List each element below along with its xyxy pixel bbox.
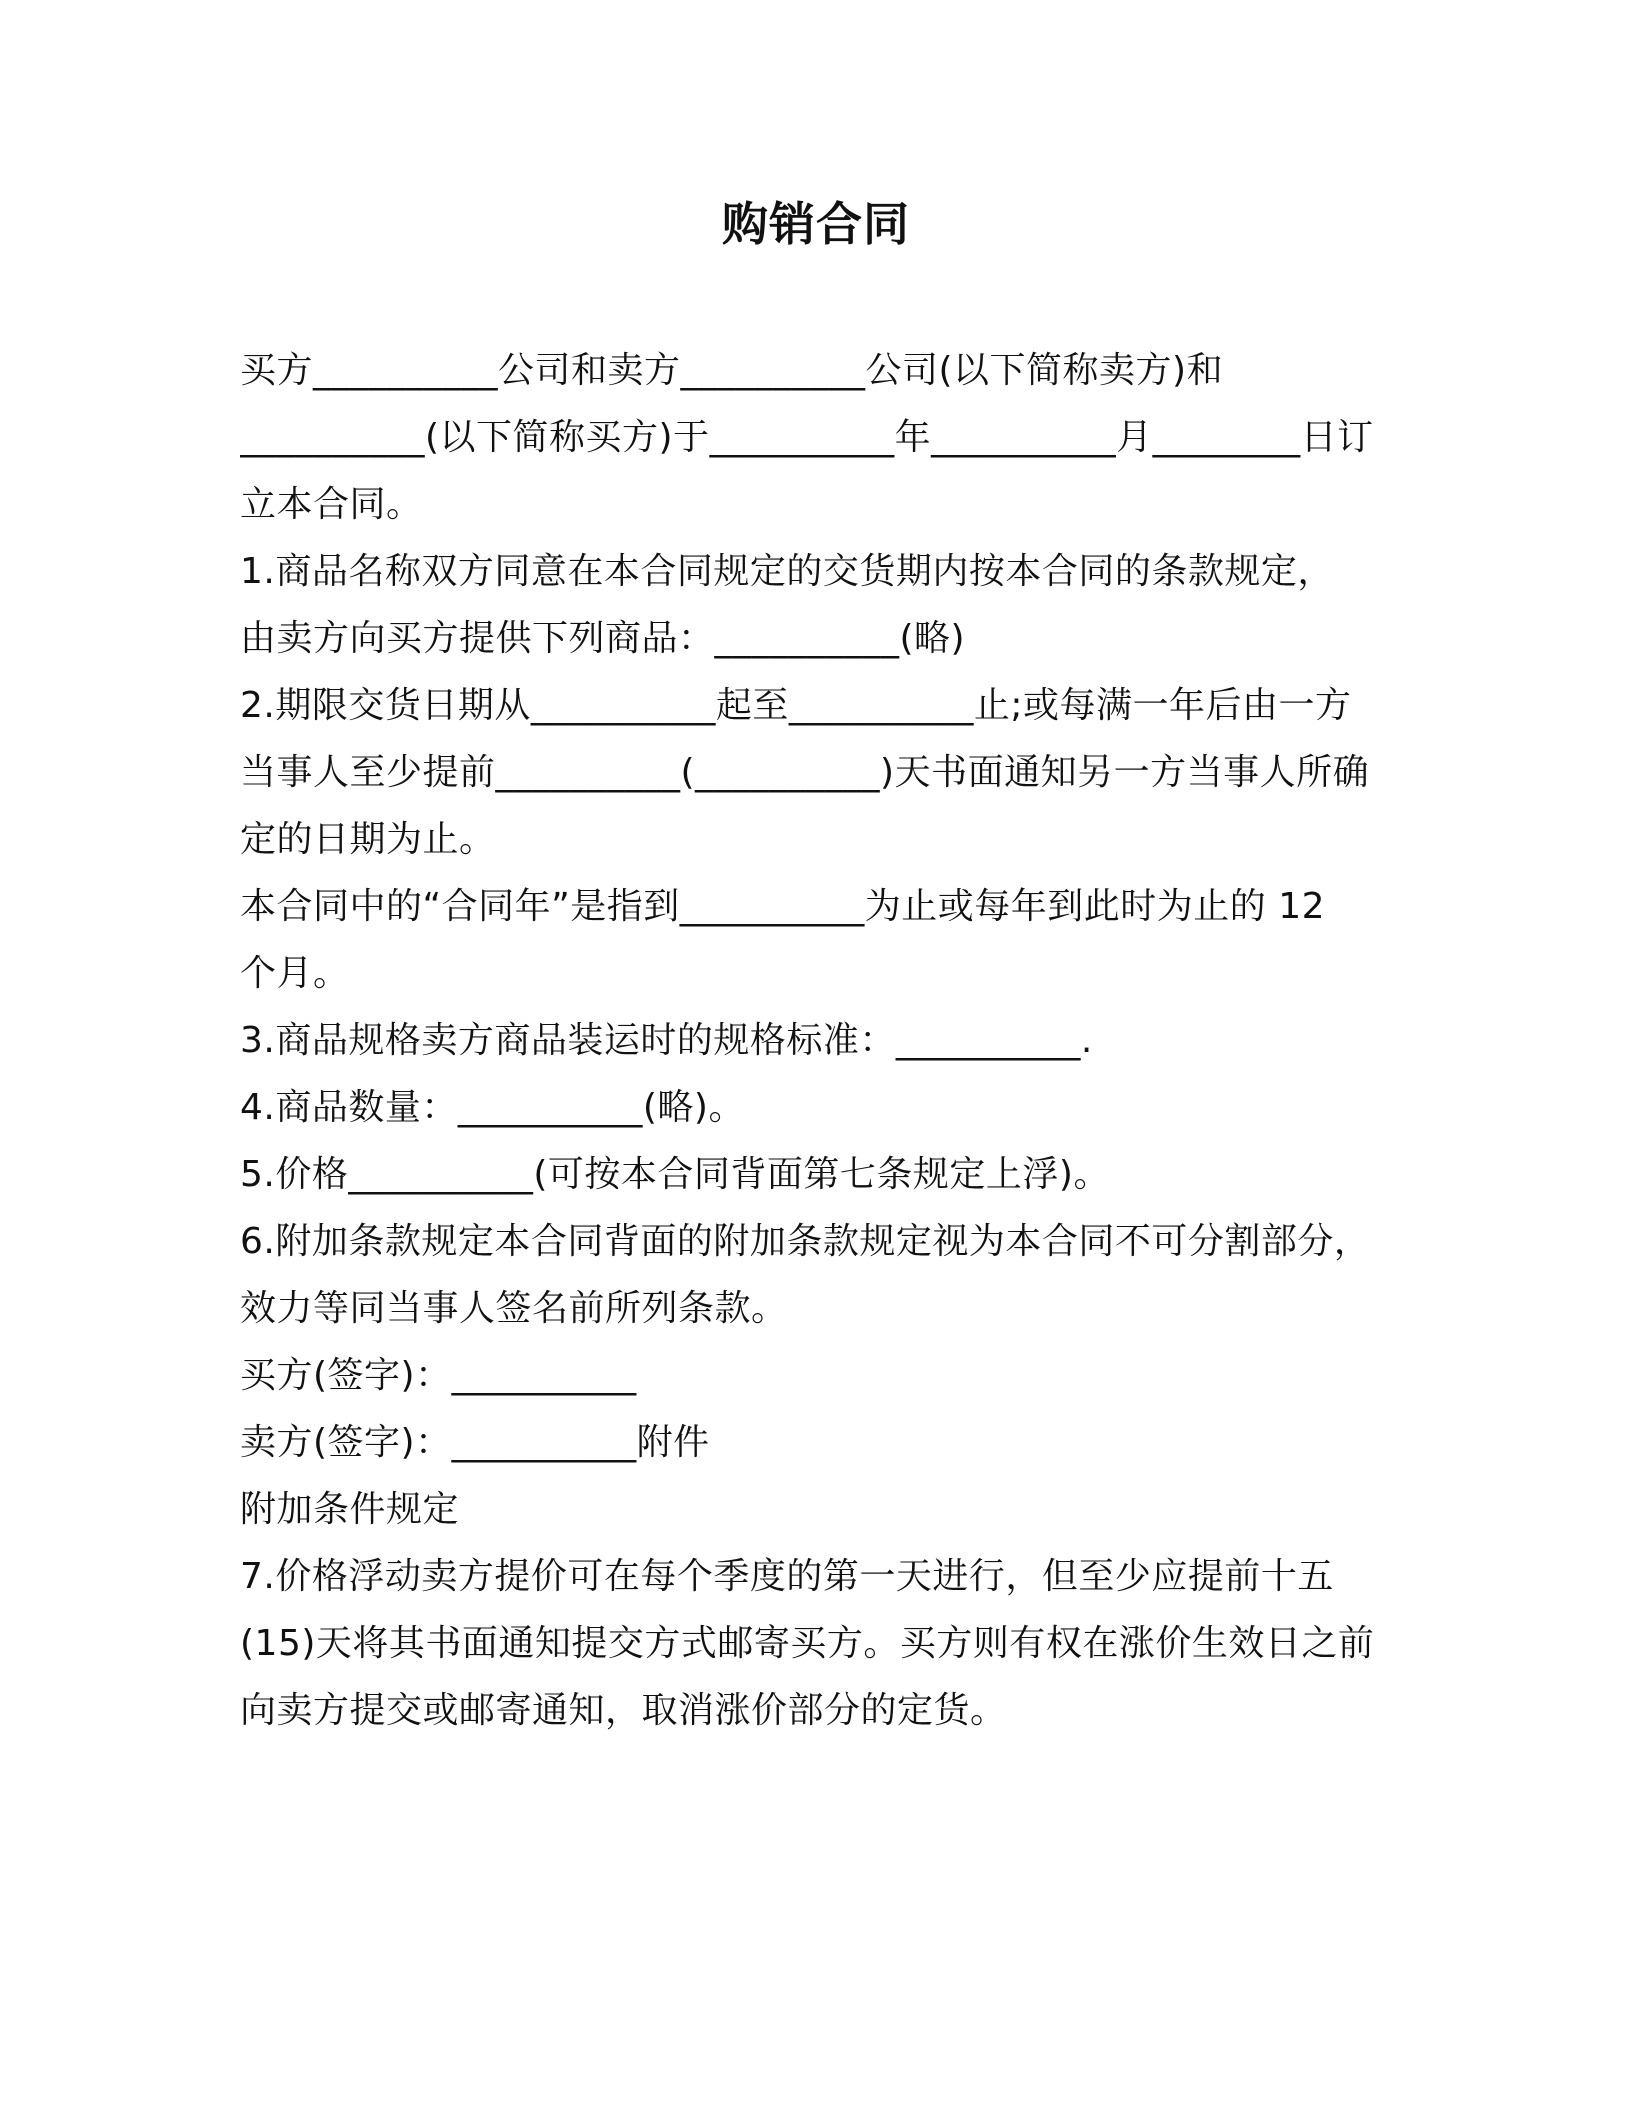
text-line: 定的日期为止。 xyxy=(240,819,496,860)
text-line: 卖方(签字)：__________附件 xyxy=(240,1422,710,1463)
text-line: __________(以下简称买方)于__________年__________月________日订 xyxy=(240,417,1374,458)
text-line: 1.商品名称双方同意在本合同规定的交货期内按本合同的条款规定， xyxy=(240,551,1334,592)
text-line: 买方__________公司和卖方__________公司(以下简称卖方)和 xyxy=(240,350,1224,391)
text-line: 立本合同。 xyxy=(240,484,423,525)
text-line: 2.期限交货日期从__________起至__________止;或每满一年后由一方 xyxy=(240,685,1352,726)
text-line: 当事人至少提前__________(__________)天书面通知另一方当事人所确 xyxy=(240,752,1370,793)
text-line: 效力等同当事人签名前所列条款。 xyxy=(240,1288,788,1329)
text-line: 7.价格浮动卖方提价可在每个季度的第一天进行，但至少应提前十五 xyxy=(240,1556,1334,1597)
text-line: 4.商品数量：__________(略)。 xyxy=(240,1087,745,1128)
text-line: 向卖方提交或邮寄通知，取消涨价部分的定货。 xyxy=(240,1690,1007,1731)
text-line: 附加条件规定 xyxy=(240,1489,460,1530)
text-line: (15)天将其书面通知提交方式邮寄买方。买方则有权在涨价生效日之前 xyxy=(240,1623,1375,1664)
text-line: 买方(签字)：__________ xyxy=(240,1355,637,1396)
document-title: 购销合同 xyxy=(722,197,910,251)
text-line: 5.价格__________(可按本合同背面第七条规定上浮)。 xyxy=(240,1154,1110,1195)
text-line: 本合同中的“合同年”是指到__________为止或每年到此时为止的 12 xyxy=(240,886,1326,927)
contract-body xyxy=(240,337,1400,1744)
text-line: 3.商品规格卖方商品装运时的规格标准：__________. xyxy=(240,1020,1093,1061)
text-line: 个月。 xyxy=(240,953,350,994)
text-line: 6.附加条款规定本合同背面的附加条款规定视为本合同不可分割部分， xyxy=(240,1221,1371,1262)
text-line: 由卖方向买方提供下列商品：__________(略) xyxy=(240,618,966,659)
